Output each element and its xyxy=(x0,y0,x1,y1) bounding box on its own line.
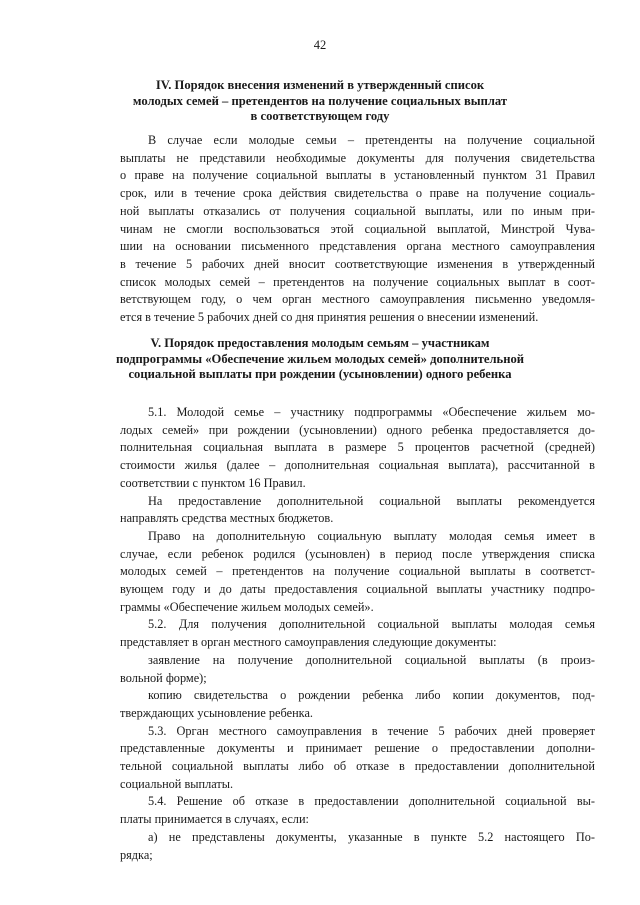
text-line: в течение 5 рабочих дней вносит соответствующие изменения в утвержденный xyxy=(120,256,595,271)
text-line: 5.4. Решение об отказе в предоставлении дополнительной социальной вы- xyxy=(148,794,595,809)
text-line: срок, или в течение срока действия свидетельства о праве на получение социаль- xyxy=(120,186,595,201)
text-line: ной выплаты отказались от получения социальной выплаты, или по иным при- xyxy=(120,203,595,218)
section-4-body xyxy=(120,132,595,327)
text-line: граммы «Обеспечение жильем молодых семей». xyxy=(120,599,374,614)
text-line: 5.3. Орган местного самоуправления в течение 5 рабочих дней проверяет xyxy=(148,723,595,738)
section-5-body xyxy=(120,404,595,864)
text-line: полнительная социальная выплата в размере 5 процентов расчетной (средней) xyxy=(120,440,595,455)
text-line: список молодых семей – претендентов на получение социальных выплат в соот- xyxy=(120,274,595,289)
section-5-heading: V. Порядок предоставления молодым семьям – участникам подпрограммы «Обеспечение жильем молодых семей» дополнительной социальной выплаты при рождении (усыновлении) одного ребенка xyxy=(115,336,525,382)
text-line: 5.2. Для получения дополнительной социальной выплаты молодая семья xyxy=(148,617,595,632)
text-line: заявление на получение дополнительной социальной выплаты (в произ- xyxy=(148,652,595,667)
text-line: о праве на получение социальной выплаты в установленный пунктом 31 Правил xyxy=(120,168,595,183)
text-line: На предоставление дополнительной социальной выплаты рекомендуется xyxy=(148,493,595,508)
text-line: выплаты не представили необходимые документы для получения свидетельства xyxy=(120,150,595,165)
text-line: соответствии с пунктом 16 Правил. xyxy=(120,475,306,490)
text-line: тверждающих усыновление ребенка. xyxy=(120,705,313,720)
text-line: представляет в орган местного самоуправления следующие документы: xyxy=(120,635,497,650)
text-line: ется в течение 5 рабочих дней со дня принятия решения о внесении изменений. xyxy=(120,310,539,325)
text-line: чинам не смогли воспользоваться этой социальной выплатой, Минстрой Чува- xyxy=(120,221,595,236)
text-line: стоимости жилья (далее – дополнительная социальная выплата), рассчитанной в xyxy=(120,458,595,473)
text-line: копию свидетельства о рождении ребенка либо копии документов, под- xyxy=(148,688,595,703)
text-line: 5.1. Молодой семье – участнику подпрограммы «Обеспечение жильем мо- xyxy=(148,405,595,419)
text-line: рядка; xyxy=(120,847,153,862)
page-number: 42 xyxy=(313,38,327,52)
text-line: направлять средства местных бюджетов. xyxy=(120,511,334,526)
text-line: социальной выплаты. xyxy=(120,776,234,791)
text-line: представленные документы и принимает решение о предоставлении дополни- xyxy=(120,741,595,756)
text-line: Право на дополнительную социальную выплату молодая семья имеет в xyxy=(148,528,595,543)
text-line: случае, если ребенок родился (усыновлен) в период после утверждения списка xyxy=(120,546,595,561)
text-line: тельной социальной выплаты либо об отказе в предоставлении дополнительной xyxy=(120,759,595,774)
text-line: шии на основании письменного представления органа местного самоуправления xyxy=(120,239,595,254)
text-line: лодых семей» при рождении (усыновлении) одного ребенка предоставляется до- xyxy=(120,422,595,437)
text-line: ветствующем году, о чем орган местного самоуправления письменно уведомля- xyxy=(120,292,595,307)
section-4-heading: IV. Порядок внесения изменений в утвержденный список молодых семей – претендентов на получение социальных выплат в соответствующем году xyxy=(132,78,508,124)
text-line: В случае если молодые семьи – претенденты на получение социальной xyxy=(148,133,595,147)
text-line: вующем году и до даты предоставления социальной выплаты участнику подпро- xyxy=(120,582,595,597)
text-line: платы принимается в случаях, если: xyxy=(120,812,309,827)
text-line: молодых семей – претендентов на получение социальной выплаты в соответст- xyxy=(120,564,595,579)
text-line: а) не представлены документы, указанные в пункте 5.2 настоящего По- xyxy=(148,829,595,844)
text-line: вольной форме); xyxy=(120,670,207,685)
